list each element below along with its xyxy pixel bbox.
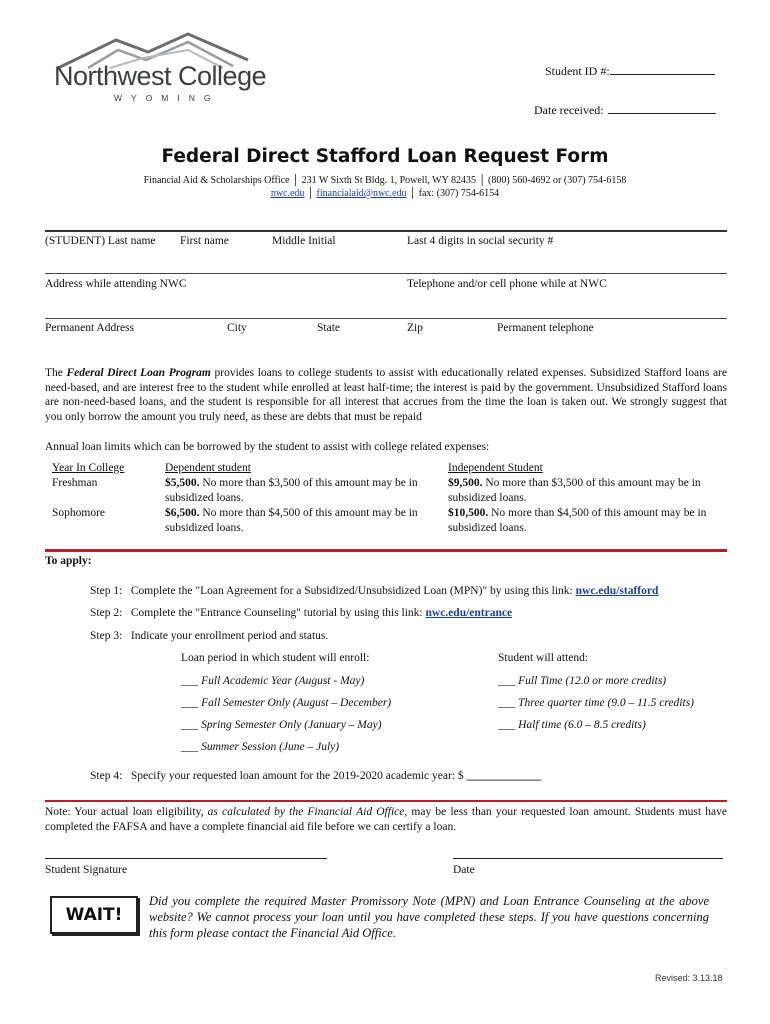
program-name: Federal Direct Loan Program bbox=[66, 367, 211, 379]
row-independent: $9,500. No more than $3,500 of this amount may be in subsidized loans. bbox=[448, 477, 701, 504]
attend-option[interactable]: ___ Half time (6.0 – 8.5 credits) bbox=[498, 719, 646, 731]
signature-line[interactable] bbox=[45, 858, 327, 859]
period-option[interactable]: ___ Full Academic Year (August - May) bbox=[181, 675, 365, 687]
row-year: Freshman bbox=[52, 477, 98, 489]
col-independent-header: Independent Student bbox=[448, 462, 543, 474]
red-divider bbox=[45, 549, 727, 552]
office-contact: nwc.edu │ financialaid@nwc.edu │ fax: (307) 754-6154 bbox=[270, 188, 500, 199]
phone-nwc-label: Telephone and/or cell phone while at NWC bbox=[407, 278, 607, 290]
row-dependent: $6,500. No more than $4,500 of this amount may be in subsidized loans. bbox=[165, 507, 418, 534]
office-info: Financial Aid & Scholarships Office │ 231 W Sixth St Bldg. 1, Powell, WY 82435 │ (800) 560-4692 or (307) 754-6158 bbox=[143, 175, 627, 186]
col-dependent-header: Dependent student bbox=[165, 462, 251, 474]
college-logo bbox=[48, 30, 278, 105]
date-label: Date bbox=[453, 864, 475, 876]
city-label: City bbox=[227, 322, 247, 334]
divider bbox=[45, 230, 727, 232]
first-name-label: First name bbox=[180, 235, 229, 247]
logo-name: Northwest College bbox=[54, 61, 267, 91]
address-nwc-label: Address while attending NWC bbox=[45, 278, 187, 290]
middle-initial-label: Middle Initial bbox=[272, 235, 336, 247]
step-2: Step 2: Complete the "Entrance Counseling" tutorial by using this link: nwc.edu/entrance bbox=[90, 607, 513, 619]
zip-label: Zip bbox=[407, 322, 423, 334]
perm-address-label: Permanent Address bbox=[45, 322, 135, 334]
fax-text: │ fax: (307) 754-6154 bbox=[409, 188, 500, 199]
intro-paragraph: The Federal Direct Loan Program provides loans to college students to assist with educationally related expenses. Subsidized Stafford loans are need-based, and are interest free to the student while enrolled at least half-time; the interest is paid by the government. Unsubsidized Stafford loans are non-need-based loans, and the student is responsible for all interest that accrues from the time the loan is taken out. We strongly suggest that you only borrow the amount you truly need, as these are debts that must be repaid bbox=[45, 367, 727, 423]
stafford-link[interactable]: nwc.edu/stafford bbox=[575, 585, 659, 597]
period-option[interactable]: ___ Summer Session (June – July) bbox=[181, 741, 340, 753]
wait-badge: WAIT! bbox=[50, 896, 138, 934]
row-year: Sophomore bbox=[52, 507, 106, 519]
website-link[interactable]: nwc.edu bbox=[270, 188, 305, 199]
date-line[interactable] bbox=[453, 858, 723, 859]
logo-subtitle: WYOMING bbox=[114, 93, 220, 103]
attend-option[interactable]: ___ Three quarter time (9.0 – 11.5 credits) bbox=[498, 697, 695, 709]
date-received-field[interactable] bbox=[534, 103, 716, 118]
attend-option[interactable]: ___ Full Time (12.0 or more credits) bbox=[498, 675, 667, 687]
period-heading: Loan period in which student will enroll: bbox=[181, 652, 370, 664]
student-id-field[interactable] bbox=[545, 64, 715, 79]
attend-heading: Student will attend: bbox=[498, 652, 589, 664]
step-1: Step 1: Complete the "Loan Agreement for a Subsidized/Unsubsidized Loan (MPN)" by using this link: nwc.edu/stafford bbox=[90, 585, 659, 597]
apply-heading: To apply: bbox=[45, 555, 92, 567]
perm-phone-label: Permanent telephone bbox=[497, 322, 594, 334]
limits-intro: Annual loan limits which can be borrowed by the student to assist with college related expenses: bbox=[45, 441, 490, 453]
page-title: Federal Direct Stafford Loan Request Form bbox=[161, 146, 609, 167]
step-3: Step 3: Indicate your enrollment period and status. bbox=[90, 630, 329, 642]
col-year-header: Year In College bbox=[52, 462, 125, 474]
revised-date: Revised: 3.13.18 bbox=[655, 973, 723, 983]
red-divider bbox=[45, 800, 727, 802]
state-label: State bbox=[317, 322, 340, 334]
signature-label: Student Signature bbox=[45, 864, 128, 876]
entrance-link[interactable]: nwc.edu/entrance bbox=[425, 607, 513, 619]
permanent-address-line[interactable] bbox=[45, 318, 727, 319]
email-link[interactable]: financialaid@nwc.edu bbox=[316, 188, 407, 199]
last-name-label: (STUDENT) Last name bbox=[45, 235, 156, 247]
row-independent: $10,500. No more than $4,500 of this amount may be in subsidized loans. bbox=[448, 507, 707, 534]
wait-text: Did you complete the required Master Promissory Note (MPN) and Loan Entrance Counseling at the above website? We cannot process your loan until you have completed these steps. If you have questions concerning this form please contact the Financial Aid Office. bbox=[149, 894, 709, 940]
address-line[interactable] bbox=[45, 273, 727, 274]
period-option[interactable]: ___ Fall Semester Only (August – December) bbox=[181, 697, 392, 709]
student-id-label: Student ID #: bbox=[545, 64, 610, 78]
step-4: Step 4: Specify your requested loan amount for the 2019-2020 academic year: $ _____________ bbox=[90, 770, 542, 782]
row-dependent: $5,500. No more than $3,500 of this amount may be in subsidized loans. bbox=[165, 477, 418, 504]
loan-amount-input[interactable]: _____________ bbox=[466, 770, 542, 782]
ssn-label: Last 4 digits in social security # bbox=[407, 235, 554, 247]
period-option[interactable]: ___ Spring Semester Only (January – May) bbox=[181, 719, 382, 731]
note-paragraph: Note: Your actual loan eligibility, as calculated by the Financial Aid Office, may be less than your requested loan amount. Students must have completed the FAFSA and have a complete financial aid file before we can certify a loan. bbox=[45, 806, 727, 833]
date-received-label: Date received: bbox=[534, 103, 604, 117]
